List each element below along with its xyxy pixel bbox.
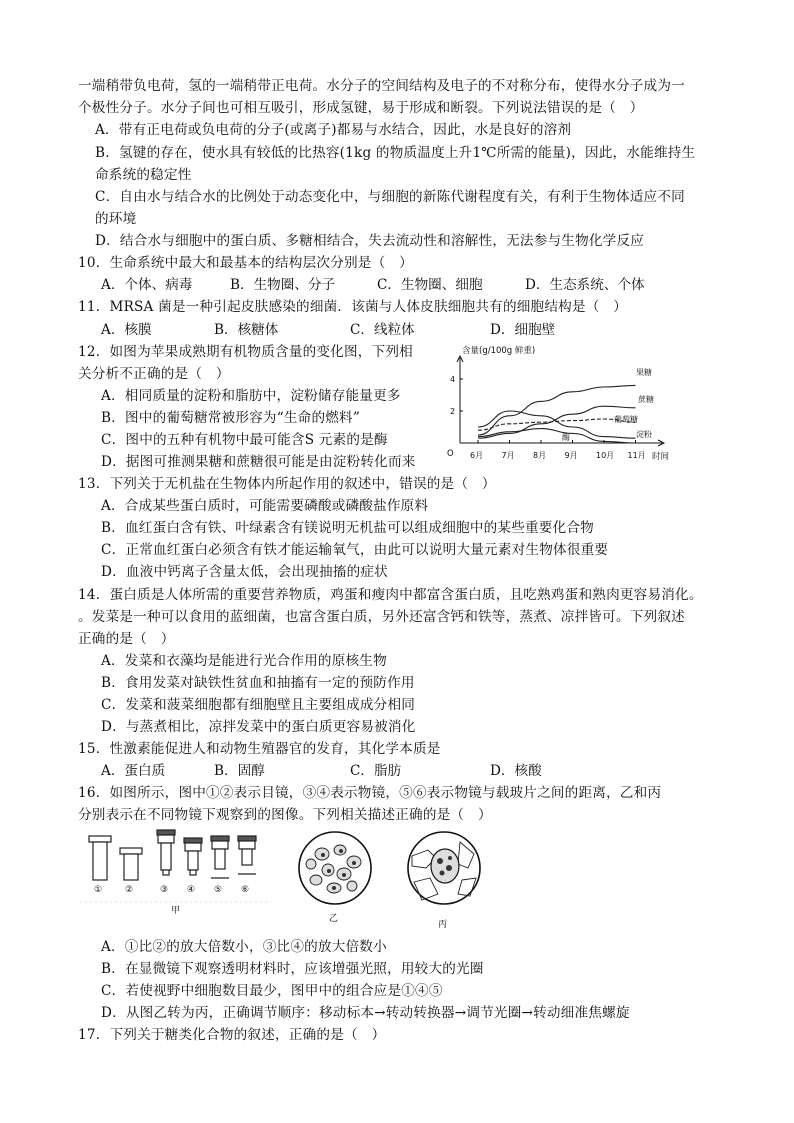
q13-option-a: A．合成某些蛋白质时，可能需要磷酸或磷酸盐作原料 [101,498,429,514]
q10-stem: 10．生命系统中最大和最基本的结构层次分别是（ ） [78,255,413,271]
q14-option-b: B．食用发菜对缺铁性贫血和抽搐有一定的预防作用 [101,675,415,691]
q12-option-c: C．图中的五种有机物中最可能含S 元素的是酶 [101,432,388,448]
chart-x-axis-label: 时间 [652,452,670,462]
chart-series-label-2: 葡萄糖 [614,415,638,424]
chart-y-tick-label-1: 4 [450,375,456,384]
q10-option-a: A．个体、病毒 [101,277,193,293]
q14-stem-line-2: 。发菜是一种可以食用的蓝细菌，也富含蛋白质，另外还富含钙和铁等，蒸煮、凉拌皆可。下列叙述 [78,609,685,625]
chart-x-tick-label-4: 10月 [596,451,615,460]
q9-option-d: D．结合水与细胞中的蛋白质、多糖相结合，失去流动性和溶解性，无法参与生物化学反应 [95,233,645,249]
q15-option-d: D．核酸 [490,763,542,779]
q14-stem-line-1: 14．蛋白质是人体所需的重要营养物质，鸡蛋和瘦肉中都富含蛋白质，且吃熟鸡蛋和熟肉更容易消化。 [78,587,703,603]
q12-option-d: D．据图可推测果糖和蔗糖很可能是由淀粉转化而来 [101,454,416,470]
view-bing-icon [408,832,480,904]
chart-series-line-2 [478,419,636,430]
q15-option-c: C．脂肪 [350,763,402,779]
q11-option-a: A．核膜 [101,322,152,338]
eyepiece-1-icon [89,836,111,880]
caption-bing: 丙 [438,920,448,930]
q12-stem-line-2: 关分析不正确的是（ ） [78,366,230,382]
q13-option-b: B．血红蛋白含有铁、叶绿素含有镁说明无机盐可以组成细胞中的某些重要化合物 [101,520,594,536]
chart-y-tick-label-0: 2 [450,407,456,416]
q14-stem-line-3: 正确的是（ ） [78,631,175,647]
lens-labels [94,885,249,895]
view-yi-icon [299,832,371,904]
chart-series-line-4 [478,429,636,443]
q16-figure [78,828,498,934]
chart-series-line-0 [478,385,636,435]
lens-label-2: ② [125,885,134,895]
q10-option-c: C．生物圈、细胞 [377,277,483,293]
objective-5-icon [211,836,229,878]
q15-option-a: A．蛋白质 [101,763,166,779]
lens-label-6: ⑥ [241,885,250,895]
q16-option-d: D．从图乙转为丙，正确调节顺序：移动标本→转动转换器→调节光圈→转动细准焦螺旋 [101,1005,630,1021]
figure-jia-lenses [89,830,256,880]
q17-stem: 17．下列关于糖类化合物的叙述，正确的是（ ） [78,1027,386,1043]
q12-option-b: B．图中的葡萄糖常被形容为“生命的燃料” [101,410,360,426]
chart-series [478,385,636,443]
lens-label-5: ⑤ [214,885,223,895]
q11-option-b: B．核糖体 [214,322,279,338]
chart-origin-label: O [447,449,454,459]
q15-stem: 15．性激素能促进人和动物生殖器官的发育，其化学本质是 [78,741,441,757]
chart-series-label-1: 蔗糖 [638,395,654,404]
q15-option-b: B．固醇 [214,763,265,779]
objective-3-icon [157,830,175,875]
chart-series-line-1 [478,406,636,438]
caption-jia: 甲 [171,906,181,916]
q14-option-a: A．发菜和衣藻均是能进行光合作用的原核生物 [101,653,387,669]
q13-option-c: C．正常血红蛋白必须含有铁才能运输氧气，由此可以说明大量元素对生物体很重要 [101,542,609,558]
q13-stem: 13．下列关于无机盐在生物体内所起作用的叙述中，错误的是（ ） [78,476,496,492]
objective-4-icon [184,838,202,875]
q10-option-b: B．生物圈、分子 [230,277,336,293]
q16-option-b: B．在显微镜下观察透明材料时，应该增强光照，用较大的光圈 [101,961,484,977]
q11-option-d: D．细胞壁 [490,322,556,338]
q14-option-c: C．发菜和菠菜细胞都有细胞壁且主要组成成分相同 [101,697,416,713]
chart-y-axis-label: 含量(g/100g 鲜重) [462,346,536,356]
q9-option-c-cont: 的环境 [95,211,137,227]
chart-series-label-0: 果糖 [636,368,652,377]
chart-x-tick-label-3: 9月 [564,451,578,460]
objective-6-icon [238,836,256,874]
q9-option-a: A．带有正电荷或负电荷的分子(或离子)都易与水结合，因此，水是良好的溶剂 [95,122,572,138]
q9-option-b-cont: 命系统的稳定性 [95,167,192,183]
chart-series-label-4: 酶 [562,433,570,442]
chart-series-label-3: 淀粉 [636,430,652,439]
q9-option-b: B．氢键的存在，使水具有较低的比热容(1kg 的物质温度上升1℃所需的能量)，因此，水能维持生 [95,145,696,161]
chart-x-tick-label-0: 6月 [470,451,484,460]
q11-stem: 11．MRSA 菌是一种引起皮肤感染的细菌．该菌与人体皮肤细胞共有的细胞结构是（ ） [78,299,628,315]
q14-option-d: D．与蒸煮相比，凉拌发菜中的蛋白质更容易被消化 [101,719,416,735]
q16-stem-line-1: 16．如图所示，图中①②表示目镜，③④表示物镜，⑤⑥表示物镜与载玻片之间的距离，乙和丙 [78,785,662,801]
q12-chart [440,340,680,468]
q9-text-line-2: 个极性分子。水分子间也可相互吸引，形成氢键，易于形成和断裂。下列说法错误的是（ ） [78,100,644,116]
q12-stem-line-1: 12．如图为苹果成熟期有机物质含量的变化图，下列相 [78,344,413,360]
q16-option-a: A．①比②的放大倍数小，③比④的放大倍数小 [101,939,387,955]
eyepiece-2-icon [120,848,142,880]
q9-option-c: C．自由水与结合水的比例处于动态变化中，与细胞的新陈代谢程度有关，有利于生物体适应不同 [95,189,685,205]
q16-option-c: C．若使视野中细胞数目最少，图甲中的组合应是①④⑤ [101,983,443,999]
chart-x-tick-label-1: 7月 [501,451,515,460]
chart-x-tick-label-2: 8月 [533,451,547,460]
chart-series-labels [562,367,654,442]
lens-label-3: ③ [160,885,169,895]
chart-x-tick-label-5: 11月 [627,451,646,460]
q16-stem-line-2: 分别表示在不同物镜下观察到的图像。下列相关描述正确的是（ ） [78,807,492,823]
q9-text-line-1: 一端稍带负电荷，氢的一端稍带正电荷。水分子的空间结构及电子的不对称分布，使得水分子成为一 [78,78,685,94]
lens-label-4: ④ [187,885,196,895]
q10-option-d: D．生态系统、个体 [525,277,645,293]
q13-option-d: D．血液中钙离子含量太低，会出现抽搐的症状 [101,564,388,580]
caption-yi: 乙 [329,914,339,924]
q12-option-a: A．相同质量的淀粉和脂肪中，淀粉储存能量更多 [101,388,401,404]
lens-label-1: ① [94,885,103,895]
q11-option-c: C．线粒体 [350,322,415,338]
